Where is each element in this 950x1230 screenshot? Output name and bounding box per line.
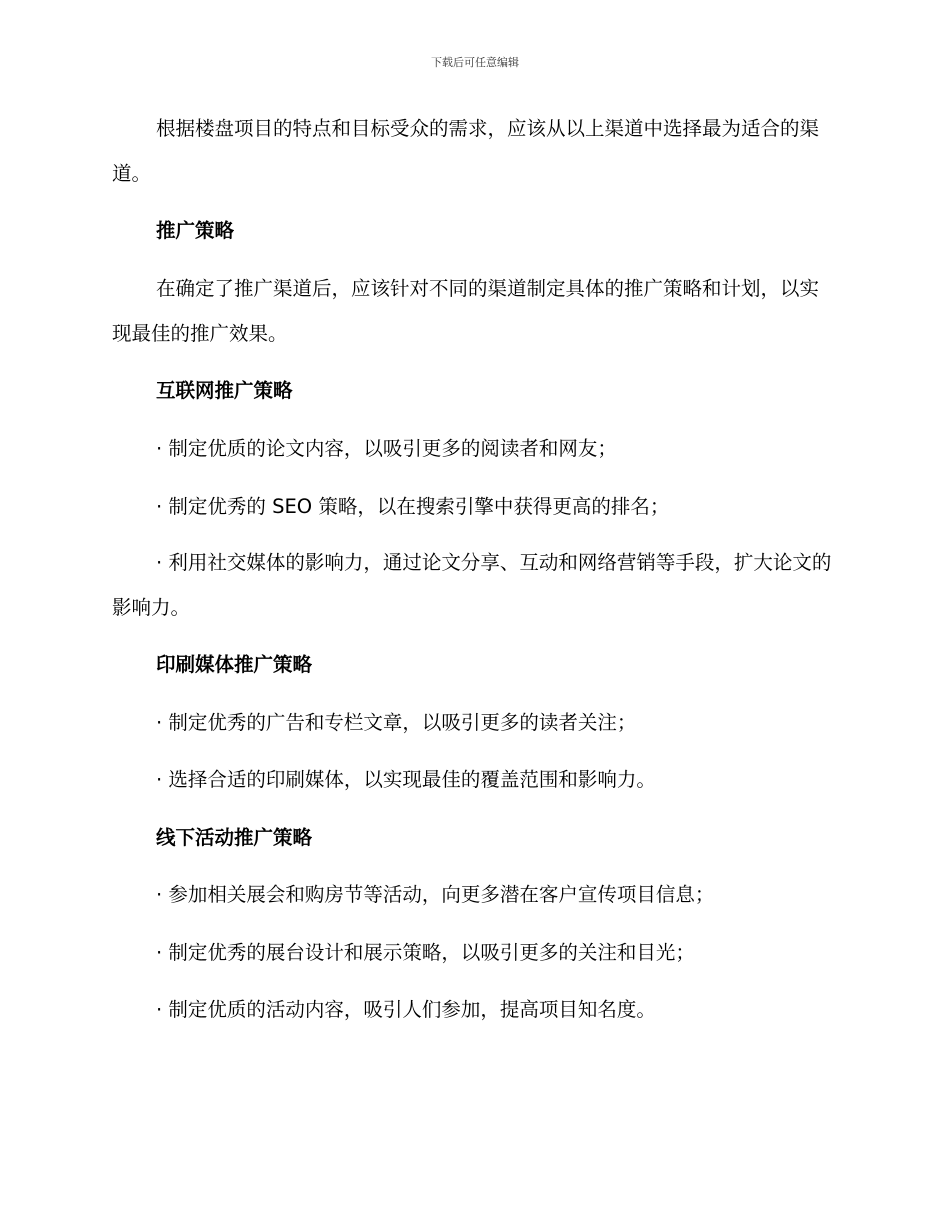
internet-item-2: · 制定优秀的 SEO 策略，以在搜索引擎中获得更高的排名； [156,495,670,518]
intro-paragraph: 根据楼盘项目的特点和目标受众的需求，应该从以上渠道中选择最为适合的渠道。 [112,117,820,185]
heading-offline-strategy: 线下活动推广策略 [156,826,313,849]
heading-promotion-strategy: 推广策略 [156,219,235,242]
offline-item-2: · 制定优秀的展台设计和展示策略，以吸引更多的关注和目光； [156,941,695,964]
print-item-1: · 制定优秀的广告和专栏文章，以吸引更多的读者关注； [156,711,637,734]
heading-internet-strategy: 互联网推广策略 [156,379,293,402]
offline-item-1: · 参加相关展会和购房节等活动，向更多潜在客户宣传项目信息； [156,883,715,906]
print-item-2: · 选择合适的印刷媒体，以实现最佳的覆盖范围和影响力。 [156,768,656,791]
heading-print-strategy: 印刷媒体推广策略 [156,653,313,676]
strategy-paragraph: 在确定了推广渠道后，应该针对不同的渠道制定具体的推广策略和计划，以实现最佳的推广效果。 [112,277,820,345]
internet-item-3: · 利用社交媒体的影响力，通过论文分享、互动和网络营销等手段，扩大论文的影响力。 [112,551,832,619]
offline-item-3: · 制定优质的活动内容，吸引人们参加，提高项目知名度。 [156,998,656,1021]
page-header: 下载后可任意编辑 [431,56,519,69]
internet-item-1: · 制定优质的论文内容，以吸引更多的阅读者和网友； [156,437,617,460]
